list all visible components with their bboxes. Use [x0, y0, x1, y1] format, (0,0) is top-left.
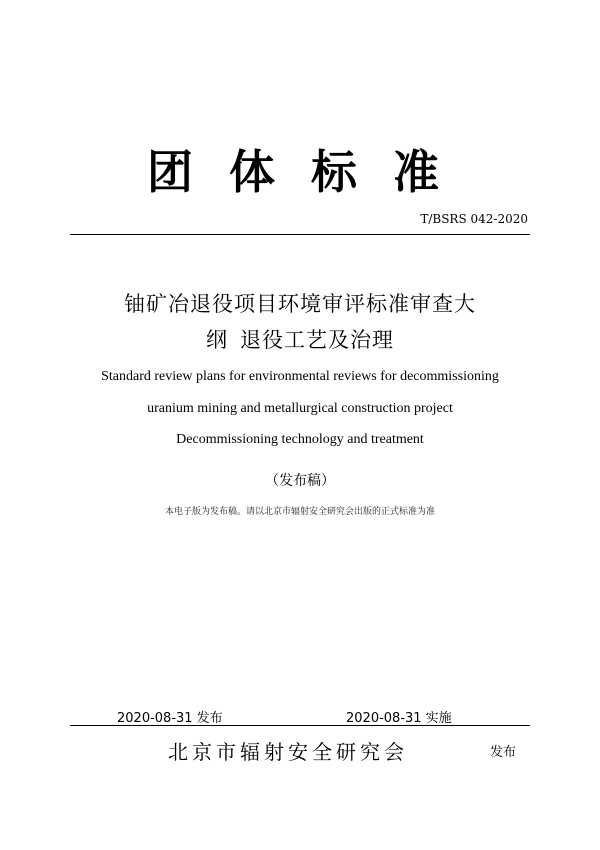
header-divider: [70, 234, 530, 235]
chinese-title-line-2: [0, 325, 600, 355]
chinese-title-line-2-part-a: 纲: [206, 328, 228, 352]
standard-code: T/BSRS 042-2020: [420, 212, 528, 226]
publish-label: 发布: [490, 745, 517, 760]
english-title-line-2: uranium mining and metallurgical construction project: [147, 401, 453, 416]
draft-status-label: （发布稿）: [265, 473, 335, 489]
chinese-title-line-2-part-b: 退役工艺及治理: [240, 328, 394, 352]
implementation-date: 2020-08-31 实施: [346, 711, 452, 726]
chinese-title-line-1: 铀矿冶退役项目环境审评标准审查大: [124, 292, 476, 316]
footer-divider: [70, 725, 530, 726]
english-title-line-1: Standard review plans for environmental reviews for decommissioning: [101, 369, 499, 384]
issue-date: 2020-08-31 发布: [117, 711, 223, 726]
english-title-line-3: Decommissioning technology and treatment: [176, 432, 424, 447]
standard-category-title: 团体标准: [147, 145, 475, 199]
publisher-name: 北京市辐射安全研究会: [168, 740, 408, 764]
release-notice: 本电子版为发布稿。请以北京市辐射安全研究会出版的正式标准为准: [164, 507, 435, 517]
